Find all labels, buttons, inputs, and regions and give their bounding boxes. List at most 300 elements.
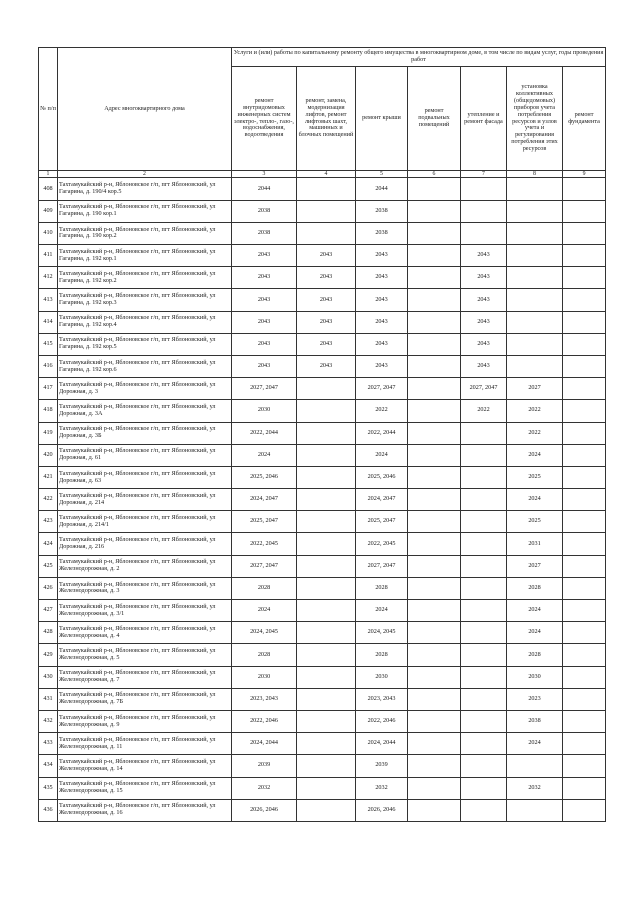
row-address: Тахтамукайский р-н, Яблоновское г/п, пгт Яблоновский, ул Железнодорожная, д. 4 (58, 622, 232, 644)
cell-foundation (563, 733, 606, 755)
cell-facade (461, 622, 507, 644)
cell-basement (408, 222, 461, 244)
col-number: 2 (58, 171, 232, 178)
cell-meters: 2028 (507, 644, 563, 666)
cell-roof: 2028 (356, 577, 408, 599)
cell-elevators (297, 200, 356, 222)
cell-meters (507, 178, 563, 200)
cell-facade: 2043 (461, 267, 507, 289)
cell-basement (408, 245, 461, 267)
table-row (39, 688, 606, 710)
cell-meters: 2038 (507, 710, 563, 732)
cell-engineering: 2028 (232, 644, 297, 666)
cell-foundation (563, 267, 606, 289)
row-address: Тахтамукайский р-н, Яблоновское г/п, пгт Яблоновский, ул Железнодорожная, д. 15 (58, 777, 232, 799)
cell-foundation (563, 355, 606, 377)
cell-foundation (563, 311, 606, 333)
cell-roof: 2026, 2046 (356, 799, 408, 821)
cell-foundation (563, 755, 606, 777)
cell-roof: 2024, 2044 (356, 733, 408, 755)
row-address: Тахтамукайский р-н, Яблоновское г/п, пгт Яблоновский, ул Гагарина, д. 190/4 кор.5 (58, 178, 232, 200)
cell-meters: 2024 (507, 733, 563, 755)
row-address: Тахтамукайский р-н, Яблоновское г/п, пгт Яблоновский, ул Железнодорожная, д. 7Б (58, 688, 232, 710)
cell-roof: 2022, 2046 (356, 710, 408, 732)
cell-roof: 2043 (356, 311, 408, 333)
table-row (39, 400, 606, 422)
cell-facade (461, 644, 507, 666)
cell-engineering: 2039 (232, 755, 297, 777)
row-address: Тахтамукайский р-н, Яблоновское г/п, пгт Яблоновский, ул Гагарина, д. 192 кор.4 (58, 311, 232, 333)
cell-foundation (563, 777, 606, 799)
table-row (39, 422, 606, 444)
cell-roof: 2024, 2045 (356, 622, 408, 644)
cell-foundation (563, 666, 606, 688)
cell-basement (408, 577, 461, 599)
cell-facade (461, 533, 507, 555)
row-number: 422 (39, 489, 58, 511)
cell-engineering: 2023, 2043 (232, 688, 297, 710)
header-roof: ремонт крыши (356, 67, 408, 171)
row-number: 416 (39, 355, 58, 377)
cell-foundation (563, 400, 606, 422)
row-number: 425 (39, 555, 58, 577)
cell-meters: 2028 (507, 577, 563, 599)
cell-engineering: 2025, 2046 (232, 466, 297, 488)
cell-facade: 2043 (461, 355, 507, 377)
table-row (39, 267, 606, 289)
header-basement: ремонт подвальных помещений (408, 67, 461, 171)
row-number: 432 (39, 710, 58, 732)
row-address: Тахтамукайский р-н, Яблоновское г/п, пгт Яблоновский, ул Дорожная, д. 214/1 (58, 511, 232, 533)
cell-meters: 2024 (507, 444, 563, 466)
cell-basement (408, 644, 461, 666)
row-address: Тахтамукайский р-н, Яблоновское г/п, пгт Яблоновский, ул Железнодорожная, д. 2 (58, 555, 232, 577)
cell-roof: 2032 (356, 777, 408, 799)
cell-basement (408, 600, 461, 622)
header-facade: утепление и ремонт фасада (461, 67, 507, 171)
cell-facade (461, 777, 507, 799)
cell-engineering: 2022, 2044 (232, 422, 297, 444)
header-elevators: ремонт, замена, модернизация лифтов, ремонт лифтовых шахт, машинных и блочных помещений (297, 67, 356, 171)
cell-basement (408, 444, 461, 466)
row-address: Тахтамукайский р-н, Яблоновское г/п, пгт Яблоновский, ул Дорожная, д. 3Б (58, 422, 232, 444)
cell-facade (461, 444, 507, 466)
cell-elevators (297, 622, 356, 644)
table-row (39, 289, 606, 311)
cell-engineering: 2043 (232, 311, 297, 333)
row-number: 434 (39, 755, 58, 777)
table-row (39, 222, 606, 244)
cell-elevators (297, 422, 356, 444)
cell-roof: 2038 (356, 222, 408, 244)
header-row-numbers (39, 171, 606, 178)
cell-basement (408, 378, 461, 400)
row-number: 426 (39, 577, 58, 599)
cell-meters (507, 200, 563, 222)
header-address: Адрес многоквартирного дома (58, 48, 232, 171)
table-row (39, 777, 606, 799)
cell-elevators: 2043 (297, 289, 356, 311)
cell-engineering: 2030 (232, 666, 297, 688)
cell-elevators: 2043 (297, 355, 356, 377)
row-address: Тахтамукайский р-н, Яблоновское г/п, пгт Яблоновский, ул Железнодорожная, д. 5 (58, 644, 232, 666)
cell-roof: 2025, 2046 (356, 466, 408, 488)
table-row (39, 622, 606, 644)
cell-roof: 2043 (356, 245, 408, 267)
cell-roof: 2025, 2047 (356, 511, 408, 533)
cell-meters: 2024 (507, 600, 563, 622)
row-address: Тахтамукайский р-н, Яблоновское г/п, пгт Яблоновский, ул Гагарина, д. 190 кор.1 (58, 200, 232, 222)
cell-basement (408, 622, 461, 644)
cell-engineering: 2024, 2044 (232, 733, 297, 755)
row-address: Тахтамукайский р-н, Яблоновское г/п, пгт Яблоновский, ул Гагарина, д. 192 кор.2 (58, 267, 232, 289)
cell-foundation (563, 533, 606, 555)
cell-meters: 2031 (507, 533, 563, 555)
cell-basement (408, 533, 461, 555)
cell-engineering: 2028 (232, 577, 297, 599)
cell-basement (408, 267, 461, 289)
table-row (39, 178, 606, 200)
cell-roof: 2024, 2047 (356, 489, 408, 511)
cell-facade (461, 466, 507, 488)
row-number: 430 (39, 666, 58, 688)
cell-basement (408, 666, 461, 688)
cell-facade (461, 755, 507, 777)
row-number: 415 (39, 333, 58, 355)
cell-meters (507, 799, 563, 821)
cell-engineering: 2038 (232, 222, 297, 244)
cell-engineering: 2026, 2046 (232, 799, 297, 821)
cell-meters: 2027 (507, 378, 563, 400)
row-address: Тахтамукайский р-н, Яблоновское г/п, пгт Яблоновский, ул Дорожная, д. 61 (58, 444, 232, 466)
cell-meters: 2022 (507, 400, 563, 422)
cell-engineering: 2024, 2047 (232, 489, 297, 511)
row-address: Тахтамукайский р-н, Яблоновское г/п, пгт Яблоновский, ул Дорожная, д. 3А (58, 400, 232, 422)
cell-facade: 2043 (461, 245, 507, 267)
row-number: 436 (39, 799, 58, 821)
cell-meters: 2030 (507, 666, 563, 688)
cell-engineering: 2027, 2047 (232, 555, 297, 577)
cell-basement (408, 355, 461, 377)
cell-elevators (297, 444, 356, 466)
cell-roof: 2043 (356, 289, 408, 311)
cell-basement (408, 555, 461, 577)
table-row (39, 311, 606, 333)
cell-elevators (297, 222, 356, 244)
cell-roof: 2030 (356, 666, 408, 688)
cell-elevators (297, 178, 356, 200)
cell-foundation (563, 555, 606, 577)
cell-roof: 2022, 2044 (356, 422, 408, 444)
cell-foundation (563, 644, 606, 666)
cell-foundation (563, 222, 606, 244)
cell-foundation (563, 600, 606, 622)
cell-foundation (563, 710, 606, 732)
cell-facade (461, 733, 507, 755)
cell-engineering: 2043 (232, 245, 297, 267)
table-row (39, 355, 606, 377)
cell-elevators (297, 600, 356, 622)
row-address: Тахтамукайский р-н, Яблоновское г/п, пгт Яблоновский, ул Железнодорожная, д. 7 (58, 666, 232, 688)
cell-basement (408, 710, 461, 732)
cell-elevators: 2043 (297, 311, 356, 333)
cell-facade: 2027, 2047 (461, 378, 507, 400)
cell-meters (507, 755, 563, 777)
cell-elevators (297, 755, 356, 777)
cell-meters (507, 311, 563, 333)
header-meters: установка коллективных (общедомовых) приборов учета потребления ресурсов и узлов учета и регулирования потребления этих ресурсов (507, 67, 563, 171)
cell-meters (507, 245, 563, 267)
cell-facade (461, 600, 507, 622)
row-number: 410 (39, 222, 58, 244)
row-address: Тахтамукайский р-н, Яблоновское г/п, пгт Яблоновский, ул Дорожная, д. 3 (58, 378, 232, 400)
cell-basement (408, 755, 461, 777)
cell-foundation (563, 799, 606, 821)
col-number: 4 (297, 171, 356, 178)
header-engineering: ремонт внутридомовых инженерных систем электро-, тепло-, газо-, водоснабжения, водоотведения (232, 67, 297, 171)
cell-foundation (563, 289, 606, 311)
cell-engineering: 2044 (232, 178, 297, 200)
cell-foundation (563, 489, 606, 511)
row-number: 414 (39, 311, 58, 333)
row-address: Тахтамукайский р-н, Яблоновское г/п, пгт Яблоновский, ул Железнодорожная, д. 3/1 (58, 600, 232, 622)
cell-engineering: 2043 (232, 333, 297, 355)
cell-facade (461, 178, 507, 200)
cell-facade (461, 511, 507, 533)
cell-basement (408, 311, 461, 333)
cell-basement (408, 400, 461, 422)
cell-facade (461, 577, 507, 599)
cell-elevators (297, 644, 356, 666)
col-number: 6 (408, 171, 461, 178)
cell-facade (461, 710, 507, 732)
table-row (39, 444, 606, 466)
cell-foundation (563, 245, 606, 267)
table-row (39, 489, 606, 511)
row-address: Тахтамукайский р-н, Яблоновское г/п, пгт Яблоновский, ул Дорожная, д. 216 (58, 533, 232, 555)
header-foundation: ремонт фундамента (563, 67, 606, 171)
cell-foundation (563, 333, 606, 355)
cell-roof: 2022, 2045 (356, 533, 408, 555)
row-number: 424 (39, 533, 58, 555)
row-address: Тахтамукайский р-н, Яблоновское г/п, пгт Яблоновский, ул Дорожная, д. 214 (58, 489, 232, 511)
row-number: 429 (39, 644, 58, 666)
cell-roof: 2043 (356, 267, 408, 289)
cell-facade: 2043 (461, 311, 507, 333)
table-row (39, 577, 606, 599)
cell-facade: 2043 (461, 333, 507, 355)
row-address: Тахтамукайский р-н, Яблоновское г/п, пгт Яблоновский, ул Гагарина, д. 192 кор.1 (58, 245, 232, 267)
header-services: Услуги и (или) работы по капитальному ремонту общего имущества в многоквартирном доме, в том числе по видам услуг, годы проведения работ (232, 48, 606, 67)
cell-basement (408, 489, 461, 511)
cell-elevators (297, 710, 356, 732)
cell-meters: 2024 (507, 622, 563, 644)
cell-roof: 2027, 2047 (356, 555, 408, 577)
cell-elevators: 2043 (297, 333, 356, 355)
cell-elevators (297, 378, 356, 400)
table-row (39, 378, 606, 400)
cell-meters (507, 289, 563, 311)
cell-basement (408, 289, 461, 311)
cell-foundation (563, 378, 606, 400)
cell-elevators: 2043 (297, 267, 356, 289)
cell-roof: 2022 (356, 400, 408, 422)
cell-elevators (297, 799, 356, 821)
cell-roof: 2038 (356, 200, 408, 222)
cell-engineering: 2043 (232, 355, 297, 377)
table-body (39, 178, 606, 821)
cell-roof: 2044 (356, 178, 408, 200)
cell-foundation (563, 688, 606, 710)
col-number: 9 (563, 171, 606, 178)
row-number: 408 (39, 178, 58, 200)
row-number: 433 (39, 733, 58, 755)
cell-roof: 2027, 2047 (356, 378, 408, 400)
capital-repair-table (38, 47, 606, 822)
cell-facade (461, 555, 507, 577)
cell-foundation (563, 622, 606, 644)
cell-elevators (297, 666, 356, 688)
cell-roof: 2043 (356, 333, 408, 355)
cell-basement (408, 511, 461, 533)
header-row-top (39, 48, 606, 67)
cell-engineering: 2043 (232, 289, 297, 311)
cell-engineering: 2038 (232, 200, 297, 222)
cell-elevators (297, 533, 356, 555)
cell-meters (507, 267, 563, 289)
cell-basement (408, 733, 461, 755)
cell-engineering: 2024 (232, 600, 297, 622)
header-number: № п/п (39, 48, 58, 171)
cell-roof: 2028 (356, 644, 408, 666)
cell-meters: 2032 (507, 777, 563, 799)
cell-roof: 2043 (356, 355, 408, 377)
table-row (39, 333, 606, 355)
cell-roof: 2023, 2043 (356, 688, 408, 710)
cell-basement (408, 422, 461, 444)
table-row (39, 666, 606, 688)
cell-meters: 2024 (507, 489, 563, 511)
cell-elevators (297, 466, 356, 488)
table-row (39, 555, 606, 577)
row-number: 412 (39, 267, 58, 289)
cell-basement (408, 777, 461, 799)
cell-facade (461, 422, 507, 444)
cell-facade (461, 799, 507, 821)
table-row (39, 245, 606, 267)
table-row (39, 644, 606, 666)
cell-meters: 2022 (507, 422, 563, 444)
cell-facade (461, 200, 507, 222)
row-number: 435 (39, 777, 58, 799)
row-number: 427 (39, 600, 58, 622)
cell-foundation (563, 577, 606, 599)
table-row (39, 799, 606, 821)
cell-foundation (563, 422, 606, 444)
cell-meters: 2025 (507, 511, 563, 533)
cell-elevators (297, 511, 356, 533)
cell-facade (461, 222, 507, 244)
row-number: 409 (39, 200, 58, 222)
row-address: Тахтамукайский р-н, Яблоновское г/п, пгт Яблоновский, ул Железнодорожная, д. 16 (58, 799, 232, 821)
row-address: Тахтамукайский р-н, Яблоновское г/п, пгт Яблоновский, ул Железнодорожная, д. 9 (58, 710, 232, 732)
cell-roof: 2024 (356, 444, 408, 466)
cell-engineering: 2027, 2047 (232, 378, 297, 400)
table-row (39, 755, 606, 777)
cell-elevators (297, 555, 356, 577)
cell-meters (507, 355, 563, 377)
row-address: Тахтамукайский р-н, Яблоновское г/п, пгт Яблоновский, ул Гагарина, д. 192 кор.3 (58, 289, 232, 311)
cell-meters (507, 222, 563, 244)
cell-elevators (297, 777, 356, 799)
cell-engineering: 2024 (232, 444, 297, 466)
cell-foundation (563, 511, 606, 533)
cell-basement (408, 688, 461, 710)
table-row (39, 710, 606, 732)
row-address: Тахтамукайский р-н, Яблоновское г/п, пгт Яблоновский, ул Железнодорожная, д. 3 (58, 577, 232, 599)
table-row (39, 600, 606, 622)
cell-meters (507, 333, 563, 355)
cell-elevators (297, 733, 356, 755)
cell-foundation (563, 178, 606, 200)
col-number: 7 (461, 171, 507, 178)
row-address: Тахтамукайский р-н, Яблоновское г/п, пгт Яблоновский, ул Гагарина, д. 192 кор.6 (58, 355, 232, 377)
cell-facade (461, 688, 507, 710)
cell-basement (408, 799, 461, 821)
row-address: Тахтамукайский р-н, Яблоновское г/п, пгт Яблоновский, ул Дорожная, д. 63 (58, 466, 232, 488)
table-row (39, 466, 606, 488)
cell-engineering: 2030 (232, 400, 297, 422)
row-address: Тахтамукайский р-н, Яблоновское г/п, пгт Яблоновский, ул Железнодорожная, д. 14 (58, 755, 232, 777)
cell-facade: 2043 (461, 289, 507, 311)
cell-engineering: 2024, 2045 (232, 622, 297, 644)
cell-facade: 2022 (461, 400, 507, 422)
cell-basement (408, 200, 461, 222)
cell-facade (461, 489, 507, 511)
cell-facade (461, 666, 507, 688)
cell-engineering: 2025, 2047 (232, 511, 297, 533)
cell-meters: 2023 (507, 688, 563, 710)
cell-elevators (297, 688, 356, 710)
cell-foundation (563, 200, 606, 222)
cell-roof: 2039 (356, 755, 408, 777)
cell-basement (408, 178, 461, 200)
cell-meters: 2025 (507, 466, 563, 488)
row-address: Тахтамукайский р-н, Яблоновское г/п, пгт Яблоновский, ул Железнодорожная, д. 11 (58, 733, 232, 755)
col-number: 8 (507, 171, 563, 178)
row-address: Тахтамукайский р-н, Яблоновское г/п, пгт Яблоновский, ул Гагарина, д. 190 кор.2 (58, 222, 232, 244)
cell-meters: 2027 (507, 555, 563, 577)
table-row (39, 511, 606, 533)
col-number: 3 (232, 171, 297, 178)
cell-basement (408, 466, 461, 488)
cell-engineering: 2022, 2045 (232, 533, 297, 555)
row-number: 431 (39, 688, 58, 710)
row-number: 420 (39, 444, 58, 466)
cell-roof: 2024 (356, 600, 408, 622)
cell-engineering: 2022, 2046 (232, 710, 297, 732)
cell-engineering: 2032 (232, 777, 297, 799)
table-row (39, 200, 606, 222)
row-address: Тахтамукайский р-н, Яблоновское г/п, пгт Яблоновский, ул Гагарина, д. 192 кор.5 (58, 333, 232, 355)
cell-elevators (297, 489, 356, 511)
cell-elevators: 2043 (297, 245, 356, 267)
row-number: 423 (39, 511, 58, 533)
row-number: 418 (39, 400, 58, 422)
cell-foundation (563, 444, 606, 466)
row-number: 411 (39, 245, 58, 267)
row-number: 421 (39, 466, 58, 488)
